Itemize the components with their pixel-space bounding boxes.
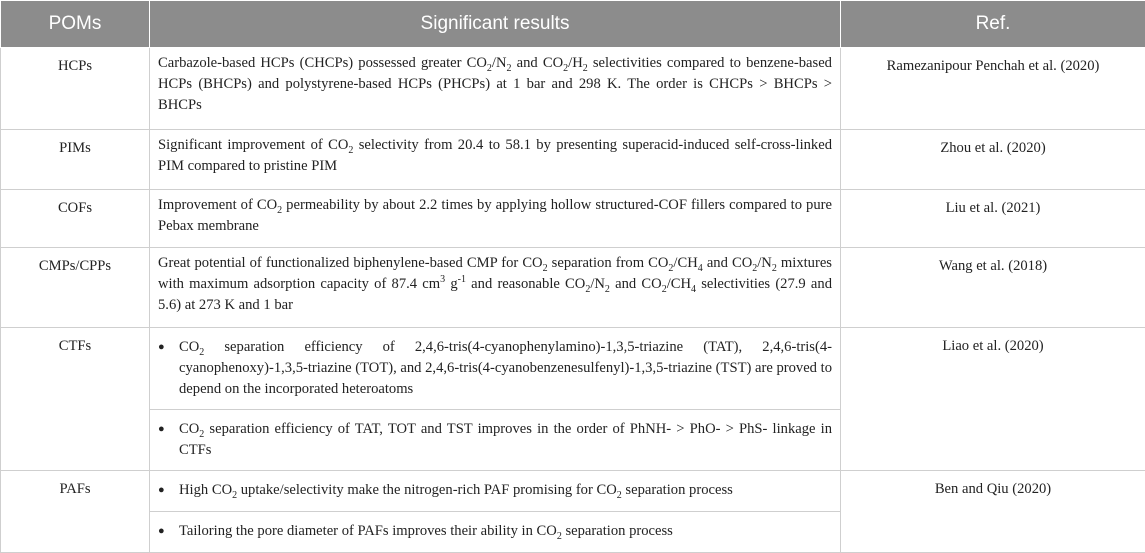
- subscript: 2: [277, 205, 282, 216]
- subscript: 2: [772, 263, 777, 274]
- subscript: 2: [199, 347, 204, 358]
- subscript: 4: [698, 263, 703, 274]
- subscript: 2: [557, 531, 562, 542]
- subscript: 2: [617, 490, 622, 501]
- table-row: [1, 471, 1145, 512]
- bullet-icon: ●: [158, 480, 179, 502]
- pom-cell: CTFs: [1, 328, 150, 471]
- ref-cell: Zhou et al. (2020): [841, 130, 1145, 190]
- superscript: -1: [458, 274, 466, 285]
- subscript: 2: [487, 63, 492, 74]
- bullet-text: $CO_2$ separation efficiency of TAT, TOT and TST improves in the order of PhNH- > PhO- > PhS- linkage in CTFs: [179, 419, 832, 461]
- pom-cell: HCPs: [1, 48, 150, 130]
- bullet-item: [158, 521, 832, 543]
- result-cell: [150, 471, 841, 512]
- subscript: 2: [583, 63, 588, 74]
- subscript: 4: [691, 284, 696, 295]
- ref-cell: Ben and Qiu (2020): [841, 471, 1145, 553]
- subscript: 2: [507, 63, 512, 74]
- table-row: [1, 48, 1145, 130]
- subscript: 2: [543, 263, 548, 274]
- table-row: [1, 328, 1145, 410]
- bullet-icon: ●: [158, 521, 179, 543]
- header-ref: Ref.: [841, 1, 1145, 48]
- subscript: 2: [563, 63, 568, 74]
- subscript: 2: [662, 284, 667, 295]
- result-cell: Improvement of $CO_2$ permeability by about 2.2 times by applying hollow structured-COF fillers compared to pure Pebax membrane: [150, 190, 841, 248]
- table-row: [1, 248, 1145, 328]
- result-cell: Great potential of functionalized biphenylene-based CMP for $CO_2$ separation from $CO_2/CH_4$ and $CO_2/N_2$ mixtures with maximum adsorption capacity of 87.4 $cm^3$ $g^{-1}$ and reasonable $CO_2/N_2$ and $CO_2/CH_4$ selectivities (27.9 and 5.6) at 273 K and 1 bar: [150, 248, 841, 328]
- bullet-item: [158, 337, 832, 400]
- bullet-item: [158, 480, 832, 502]
- bullet-item: [158, 419, 832, 461]
- bullet-icon: ●: [158, 419, 179, 461]
- ref-cell: Liao et al. (2020): [841, 328, 1145, 471]
- ref-cell: Ramezanipour Penchah et al. (2020): [841, 48, 1145, 130]
- pom-cell: PAFs: [1, 471, 150, 553]
- result-cell: [150, 410, 841, 471]
- ref-cell: Liu et al. (2021): [841, 190, 1145, 248]
- result-cell: Significant improvement of $CO_2$ selectivity from 20.4 to 58.1 by presenting superacid-induced self-cross-linked PIM compared to pristine PIM: [150, 130, 841, 190]
- pom-cell: PIMs: [1, 130, 150, 190]
- result-cell: Carbazole-based HCPs (CHCPs) possessed greater $CO_2/N_2$ and $CO_2/H_2$ selectivities compared to benzene-based HCPs (BHCPs) and polystyrene-based HCPs (PHCPs) at 1 bar and 298 K. The order is CHCPs > BHCPs > BHCPs: [150, 48, 841, 130]
- subscript: 2: [232, 490, 237, 501]
- subscript: 2: [585, 284, 590, 295]
- bullet-text: $CO_2$ separation efficiency of 2,4,6-tris(4-cyanophenylamino)-1,3,5-triazine (TAT), 2,4,6-tris(4-cyanophenoxy)-1,3,5-triazine (TOT), and 2,4,6-tris(4-cyanobenzenesulfenyl)-1,3,5-triazine (TST) are proved to depend on the incorporated heteroatoms: [179, 337, 832, 400]
- header-poms: POMs: [1, 1, 150, 48]
- superscript: 3: [440, 274, 445, 285]
- table-row: [1, 130, 1145, 190]
- header-significant-results: Significant results: [150, 1, 841, 48]
- header-row: [1, 1, 1145, 48]
- subscript: 2: [348, 145, 353, 156]
- bullet-text: Tailoring the pore diameter of PAFs improves their ability in $CO_2$ separation process: [179, 521, 832, 543]
- subscript: 2: [199, 429, 204, 440]
- bullet-text: High $CO_2$ uptake/selectivity make the nitrogen-rich PAF promising for $CO_2$ separation process: [179, 480, 832, 502]
- pom-cell: CMPs/CPPs: [1, 248, 150, 328]
- subscript: 2: [605, 284, 610, 295]
- pom-cell: COFs: [1, 190, 150, 248]
- ref-cell: Wang et al. (2018): [841, 248, 1145, 328]
- bullet-icon: ●: [158, 337, 179, 400]
- subscript: 2: [752, 263, 757, 274]
- result-cell: [150, 328, 841, 410]
- result-cell: [150, 512, 841, 553]
- table-row: [1, 190, 1145, 248]
- subscript: 2: [668, 263, 673, 274]
